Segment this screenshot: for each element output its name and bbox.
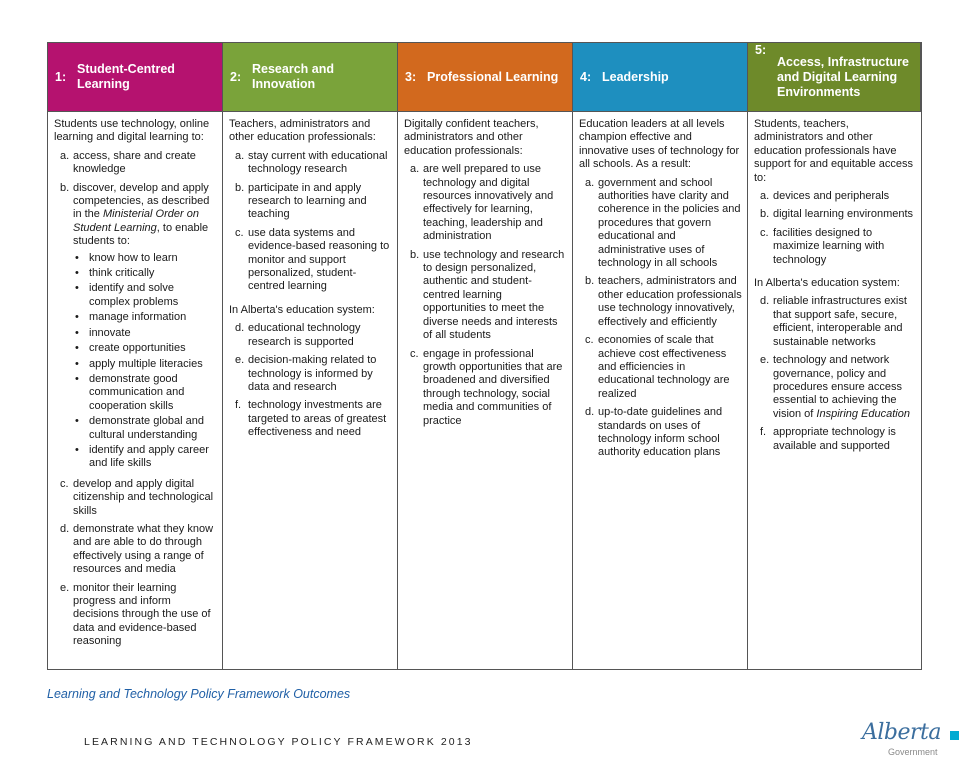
item-letter: e.	[235, 354, 245, 367]
item-text-part: technology and network governance, policy and procedures ensure access essential to achieving the vision of	[773, 354, 903, 420]
column-body-1	[48, 112, 223, 669]
column-header-1	[48, 43, 223, 112]
sub-bullet-item	[73, 342, 217, 355]
column-title: Access, Infrastructure and Digital Learning Environments	[777, 54, 910, 99]
outcome-item	[754, 208, 916, 221]
item-text: government and school authorities have clarity and coherence in the policies and procedures that govern educational and administrative uses of technology in all schools	[598, 176, 741, 270]
item-letter: b.	[410, 248, 420, 261]
outcome-item	[754, 354, 916, 421]
outcome-item	[754, 190, 916, 203]
column-title: Professional Learning	[427, 69, 559, 84]
outcome-item	[579, 334, 742, 401]
outcome-item	[54, 582, 217, 649]
item-text: access, share and create knowledge	[73, 149, 196, 176]
outcome-item	[404, 163, 567, 243]
outcome-list	[754, 190, 916, 267]
bullet-text: demonstrate good communication and cooperation skills	[89, 372, 185, 412]
column-body-3	[398, 112, 573, 669]
sub-bullet-item	[73, 373, 217, 413]
sub-bullet-item	[73, 327, 217, 340]
outcomes-table	[47, 42, 922, 670]
bullet-text: apply multiple literacies	[89, 357, 203, 370]
item-body	[72, 182, 217, 473]
bullet-text: innovate	[89, 326, 131, 339]
item-text: devices and peripherals	[773, 190, 890, 203]
item-letter: b.	[760, 208, 770, 221]
outcome-item	[229, 182, 392, 222]
item-letter: d.	[60, 522, 70, 535]
item-text-italic: Inspiring Education	[816, 407, 910, 420]
item-letter: c.	[585, 334, 594, 347]
column-body-5	[748, 112, 921, 669]
item-letter: e.	[760, 354, 770, 367]
item-letter: d.	[585, 406, 595, 419]
bullet-icon: •	[75, 282, 79, 295]
bullet-icon: •	[75, 357, 79, 370]
bullet-text: identify and solve complex problems	[89, 282, 179, 308]
outcome-item	[754, 295, 916, 349]
sub-bullet-item	[73, 415, 217, 442]
bullet-text: think critically	[89, 267, 155, 280]
bullet-icon: •	[75, 251, 79, 264]
bullet-text: identify and apply career and life skills	[89, 443, 209, 470]
bullet-text: manage information	[89, 311, 187, 324]
column-number: 3:	[405, 69, 417, 84]
item-text: reliable infrastructures exist that support safe, secure, efficient, interoperable and sustainable networks	[773, 295, 907, 348]
sub-bullet-item	[73, 358, 217, 371]
item-letter: b.	[235, 181, 245, 194]
sub-bullet-item	[73, 267, 217, 280]
outcome-item	[229, 399, 392, 439]
outcome-list	[229, 322, 392, 439]
item-letter: d.	[760, 295, 770, 308]
column-header-2	[223, 43, 398, 112]
column-body-2	[223, 112, 398, 669]
outcome-item	[54, 478, 217, 518]
column-intro: Teachers, administrators and other education professionals:	[229, 118, 376, 144]
item-letter: b.	[585, 275, 595, 288]
bullet-text: know how to learn	[89, 251, 178, 264]
item-text: technology investments are targeted to areas of greatest effectiveness and need	[248, 399, 387, 439]
outcome-item	[229, 322, 392, 349]
item-text: participate in and apply research to learning and teaching	[248, 181, 367, 221]
column-number: 2:	[230, 69, 242, 84]
item-letter: c.	[410, 347, 419, 360]
item-text: decision-making related to technology is informed by data and research	[248, 354, 377, 393]
bullet-icon: •	[75, 342, 79, 355]
bullet-text: create opportunities	[89, 342, 186, 355]
item-text-part: , to enable students to:	[73, 221, 209, 248]
bullet-icon: •	[75, 443, 79, 456]
bullet-icon: •	[75, 326, 79, 339]
item-letter: c.	[760, 226, 769, 239]
bullet-text: demonstrate global and cultural understanding	[89, 415, 204, 441]
item-text: use data systems and evidence-based reasoning to monitor and support personalized, student-centred learning	[248, 226, 390, 293]
item-text: stay current with educational technology research	[248, 149, 388, 176]
outcome-item	[54, 150, 217, 177]
column-title: Leadership	[602, 69, 669, 84]
sub-bullet-item	[73, 282, 217, 309]
column-number: 5:	[755, 43, 767, 57]
outcome-item	[229, 150, 392, 177]
sub-bullet-item	[73, 444, 217, 471]
outcome-item	[754, 227, 916, 267]
column-title: Research and Innovation	[252, 62, 334, 91]
item-text	[772, 354, 916, 421]
bullet-icon: •	[75, 311, 79, 324]
sub-bullet-list	[73, 252, 217, 471]
item-text	[73, 182, 209, 248]
item-letter: f.	[760, 426, 767, 439]
bullet-icon: •	[75, 372, 79, 385]
item-text-italic: Ministerial Order on Student Learning	[73, 208, 199, 234]
logo-wordmark: Alberta	[862, 720, 941, 745]
item-letter: a.	[235, 149, 245, 162]
column-number: 1:	[55, 69, 67, 84]
outcome-list	[404, 163, 567, 428]
column-body-4	[573, 112, 748, 669]
outcome-item	[754, 426, 916, 453]
outcome-item	[54, 523, 217, 577]
outcome-item	[579, 406, 742, 460]
item-letter: a.	[60, 149, 70, 162]
item-letter: c.	[235, 226, 244, 239]
outcome-item	[229, 354, 392, 394]
column-lead: In Alberta's education system:	[754, 277, 900, 290]
item-text: use technology and research to design personalized, authentic and student-centred learning opportunities to meet the diverse needs and interests of all students	[423, 248, 565, 342]
item-text: monitor their learning progress and inform decisions through the use of data and evidence-based reasoning	[73, 581, 211, 648]
logo-subtitle: Government	[888, 747, 938, 757]
column-header-4	[573, 43, 748, 112]
alberta-government-logo	[858, 720, 958, 760]
outcome-item	[404, 348, 567, 428]
logo-square-icon	[950, 731, 959, 740]
outcome-item	[579, 275, 742, 329]
column-lead: In Alberta's education system:	[229, 303, 375, 316]
column-number: 4:	[580, 69, 592, 84]
item-text: educational technology research is supported	[248, 322, 361, 348]
item-letter: a.	[585, 176, 595, 189]
column-intro: Students, teachers, administrators and other education professionals have support for and equitable access to:	[754, 118, 913, 184]
footer-title: LEARNING AND TECHNOLOGY POLICY FRAMEWORK 2013	[84, 736, 473, 748]
outcome-item	[404, 249, 567, 343]
item-letter: d.	[235, 322, 245, 335]
item-text: digital learning environments	[773, 208, 914, 221]
bullet-icon: •	[75, 267, 79, 280]
bullet-icon: •	[75, 415, 79, 428]
item-text-part: discover, develop and apply competencies, as described in the	[73, 181, 210, 221]
outcome-list	[54, 150, 217, 649]
column-intro: Digitally confident teachers, administrators and other education professionals:	[404, 118, 539, 157]
item-text: engage in professional growth opportunities that are broadened and diversified through technology, social media and communities of practice	[423, 347, 563, 427]
item-letter: a.	[760, 190, 770, 203]
item-text: are well prepared to use technology and digital resources innovatively and effectively for learning, teaching, leadership and administration	[423, 163, 554, 243]
outcome-item	[54, 182, 217, 473]
item-text: up-to-date guidelines and standards on uses of technology inform school authority education plans	[598, 406, 723, 459]
outcome-item	[229, 227, 392, 294]
item-letter: f.	[235, 399, 242, 412]
item-letter: b.	[60, 181, 70, 194]
column-header-3	[398, 43, 573, 112]
item-letter: c.	[60, 477, 69, 490]
item-text: develop and apply digital citizenship and technological skills	[73, 477, 214, 517]
outcome-list	[229, 150, 392, 294]
table-caption: Learning and Technology Policy Framework Outcomes	[47, 687, 351, 701]
column-title: Student-Centred Learning	[77, 62, 175, 91]
item-text: economies of scale that achieve cost effectiveness and efficiencies in educational technology are realized	[598, 334, 730, 400]
outcome-item	[579, 177, 742, 271]
outcome-list	[579, 177, 742, 460]
sub-bullet-item	[73, 311, 217, 324]
sub-bullet-item	[73, 252, 217, 265]
item-letter: e.	[60, 581, 70, 594]
item-text: demonstrate what they know and are able to do through effectively using a range of resources and media	[73, 522, 214, 576]
item-text: facilities designed to maximize learning with technology	[773, 226, 885, 266]
column-header-5	[748, 43, 921, 112]
outcome-list	[754, 295, 916, 452]
item-text: appropriate technology is available and supported	[773, 426, 896, 452]
item-letter: a.	[410, 163, 420, 176]
column-intro: Education leaders at all levels champion effective and innovative uses of technology for all schools. As a result:	[579, 118, 740, 171]
column-intro: Students use technology, online learning and digital learning to:	[54, 118, 210, 144]
item-text: teachers, administrators and other education professionals use technology innovatively, effectively and efficiently	[598, 275, 742, 328]
